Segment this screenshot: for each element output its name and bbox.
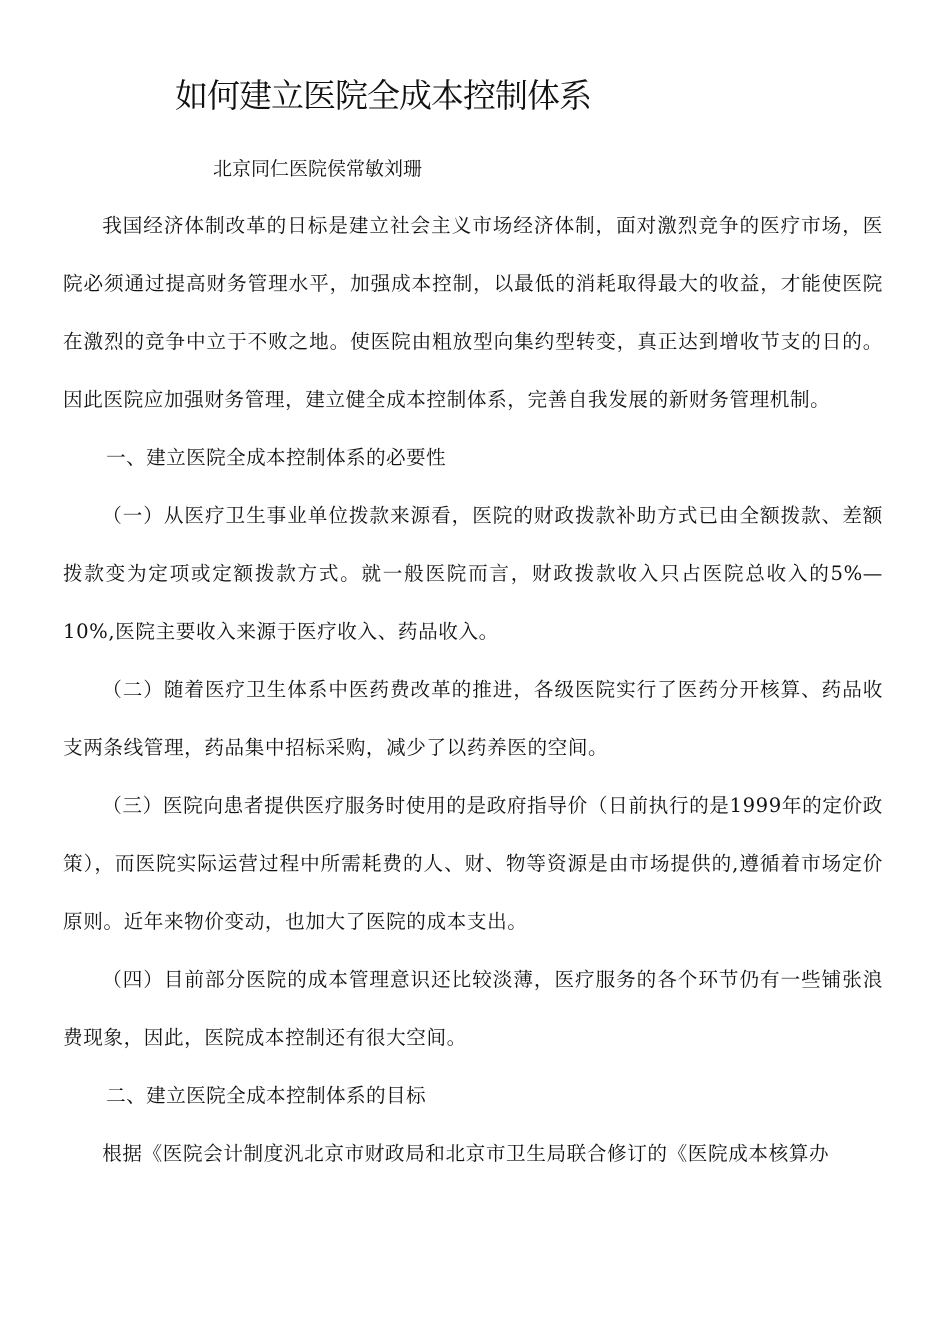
section-heading-1: 一、建立医院全成本控制体系的必要性 [106,446,447,469]
intro-paragraph: 我国经济体制改革的日标是建立社会主义市场经济体制，面对激烈竞争的医疗市场，医院必须通过提高财务管理水平，加强成本控制，以最低的消耗取得最大的收益，才能使医院在激烈的竞争中立于不败之地。使医院由粗放型向集约型转变，真正达到增收节支的日的。因此医院应加强财务管理，建立健全成本控制体系，完善自我发展的新财务管理机制。 [63,214,883,411]
document-body [63,197,883,1183]
document-title: 如何建立医院全成本控制体系 [175,76,591,115]
list-item-1: （一）从医疗卫生事业单位拨款来源看，医院的财政拨款补助方式已由全额拨款、差额拨款变为定项或定额拨款方式。就一般医院而言，财政拨款收入只占医院总收入的5%—10%,医院主要收入来源于医疗收入、药品收入。 [63,504,883,643]
section-heading-2: 二、建立医院全成本控制体系的目标 [106,1084,427,1107]
list-item-3: （三）医院向患者提供医疗服务时使用的是政府指导价（日前执行的是1999年的定价政策），而医院实际运营过程中所需耗费的人、财、物等资源是由市场提供的,遵循着市场定价原则。近年来物价变动，也加大了医院的成本支出。 [63,794,883,933]
closing-paragraph: 根据《医院会计制度汎北京市财政局和北京市卫生局联合修订的《医院成本核算办 [102,1142,830,1165]
list-item-4: （四）目前部分医院的成本管理意识还比较淡薄，医疗服务的各个环节仍有一些铺张浪费现象，因此，医院成本控制还有很大空间。 [63,968,883,1049]
list-item-2: （二）随着医疗卫生体系中医药费改革的推进，各级医院实行了医药分开核算、药品收支两条线管理，药品集中招标采购，减少了以药养医的空间。 [63,678,883,759]
document-author: 北京同仁医院侯常敏刘珊 [213,158,423,180]
